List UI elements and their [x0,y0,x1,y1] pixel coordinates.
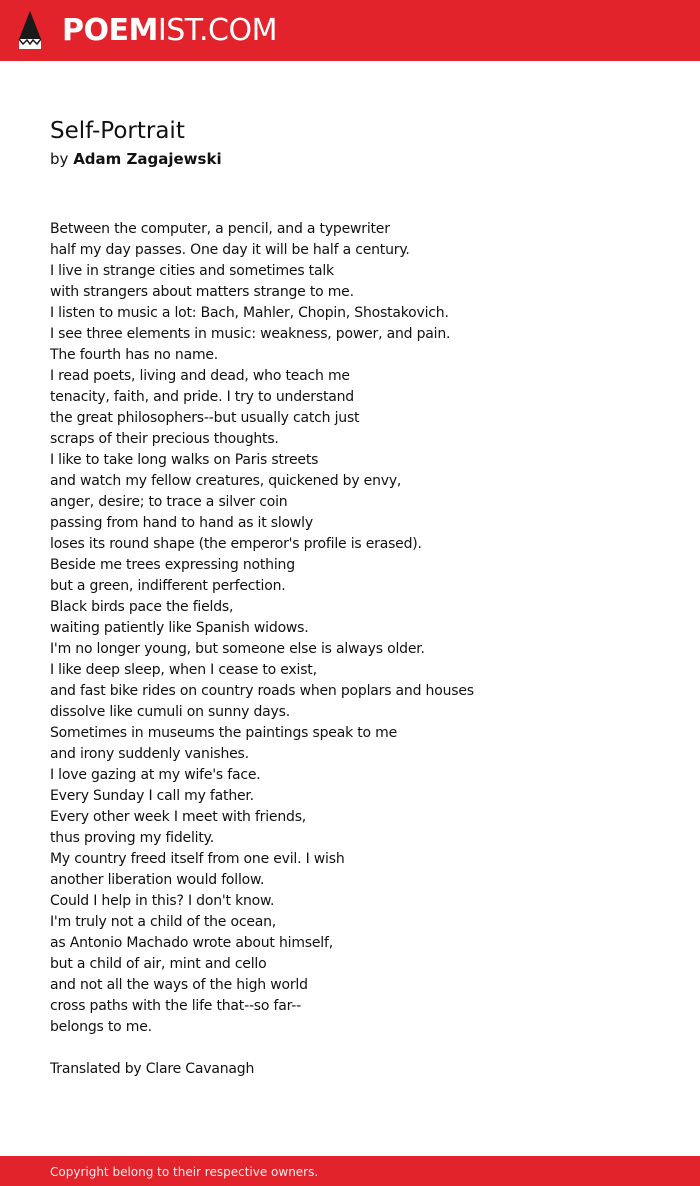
poem-line: loses its round shape (the emperor's profile is erased). [50,536,422,552]
poem-line: half my day passes. One day it will be half a century. [50,242,410,258]
poem-line: Black birds pace the fields, [50,599,234,615]
copyright-notice: Copyright belong to their respective owners. [50,1165,319,1179]
poem-line: and not all the ways of the high world [50,977,308,993]
poem-line: passing from hand to hand as it slowly [50,515,313,531]
poem-line: I'm truly not a child of the ocean, [50,914,277,930]
poem-line: anger, desire; to trace a silver coin [50,494,288,510]
poem-line: belongs to me. [50,1019,152,1035]
poem-author: Adam Zagajewski [73,150,222,168]
poem-line: scraps of their precious thoughts. [50,431,279,447]
poem-line: but a green, indifferent perfection. [50,578,286,594]
byline-prefix: by [50,150,69,168]
poem-line: thus proving my fidelity. [50,830,214,846]
poem-line: the great philosophers--but usually catch just [50,410,360,426]
poem-line: Could I help in this? I don't know. [50,893,275,909]
poem-line: Every other week I meet with friends, [50,809,307,825]
poem-line: I listen to music a lot: Bach, Mahler, Chopin, Shostakovich. [50,305,449,321]
poem-byline [50,149,222,169]
translator-credit: Translated by Clare Cavanagh [50,1061,255,1077]
poem-line: Between the computer, a pencil, and a typewriter [50,221,390,237]
poem-line: I see three elements in music: weakness, power, and pain. [50,326,451,342]
poem-line: cross paths with the life that--so far-- [50,998,301,1014]
poem-line: I read poets, living and dead, who teach me [50,368,350,384]
site-logo[interactable] [62,13,277,49]
poem-line: I like to take long walks on Paris streets [50,452,319,468]
poem-body [50,219,474,1038]
poem-line: another liberation would follow. [50,872,265,888]
logo-bold-part: POEM [62,13,158,48]
poem-line: and fast bike rides on country roads when poplars and houses [50,683,474,699]
poem-line: Beside me trees expressing nothing [50,557,295,573]
poem-line: I like deep sleep, when I cease to exist, [50,662,317,678]
poem-line: I'm no longer young, but someone else is always older. [50,641,425,657]
poem-line: as Antonio Machado wrote about himself, [50,935,333,951]
poem-line: The fourth has no name. [50,347,219,363]
poem-line: Sometimes in museums the paintings speak to me [50,725,397,741]
logo-light-part: IST.COM [157,13,277,48]
poem-line: dissolve like cumuli on sunny days. [50,704,290,720]
poem-line: but a child of air, mint and cello [50,956,267,972]
poem-line: and watch my fellow creatures, quickened by envy, [50,473,402,489]
poem-line: My country freed itself from one evil. I wish [50,851,345,867]
site-footer [0,1156,700,1186]
poem-line: waiting patiently like Spanish widows. [50,620,309,636]
site-header [0,0,700,61]
poem-line: and irony suddenly vanishes. [50,746,249,762]
poem-line: I love gazing at my wife's face. [50,767,261,783]
poem-line: Every Sunday I call my father. [50,788,254,804]
poem-line: with strangers about matters strange to me. [50,284,354,300]
poem-line: I live in strange cities and sometimes talk [50,263,334,279]
poem-line: tenacity, faith, and pride. I try to understand [50,389,354,405]
poem-title: Self-Portrait [50,118,185,144]
pencil-tip-icon[interactable] [16,9,44,51]
